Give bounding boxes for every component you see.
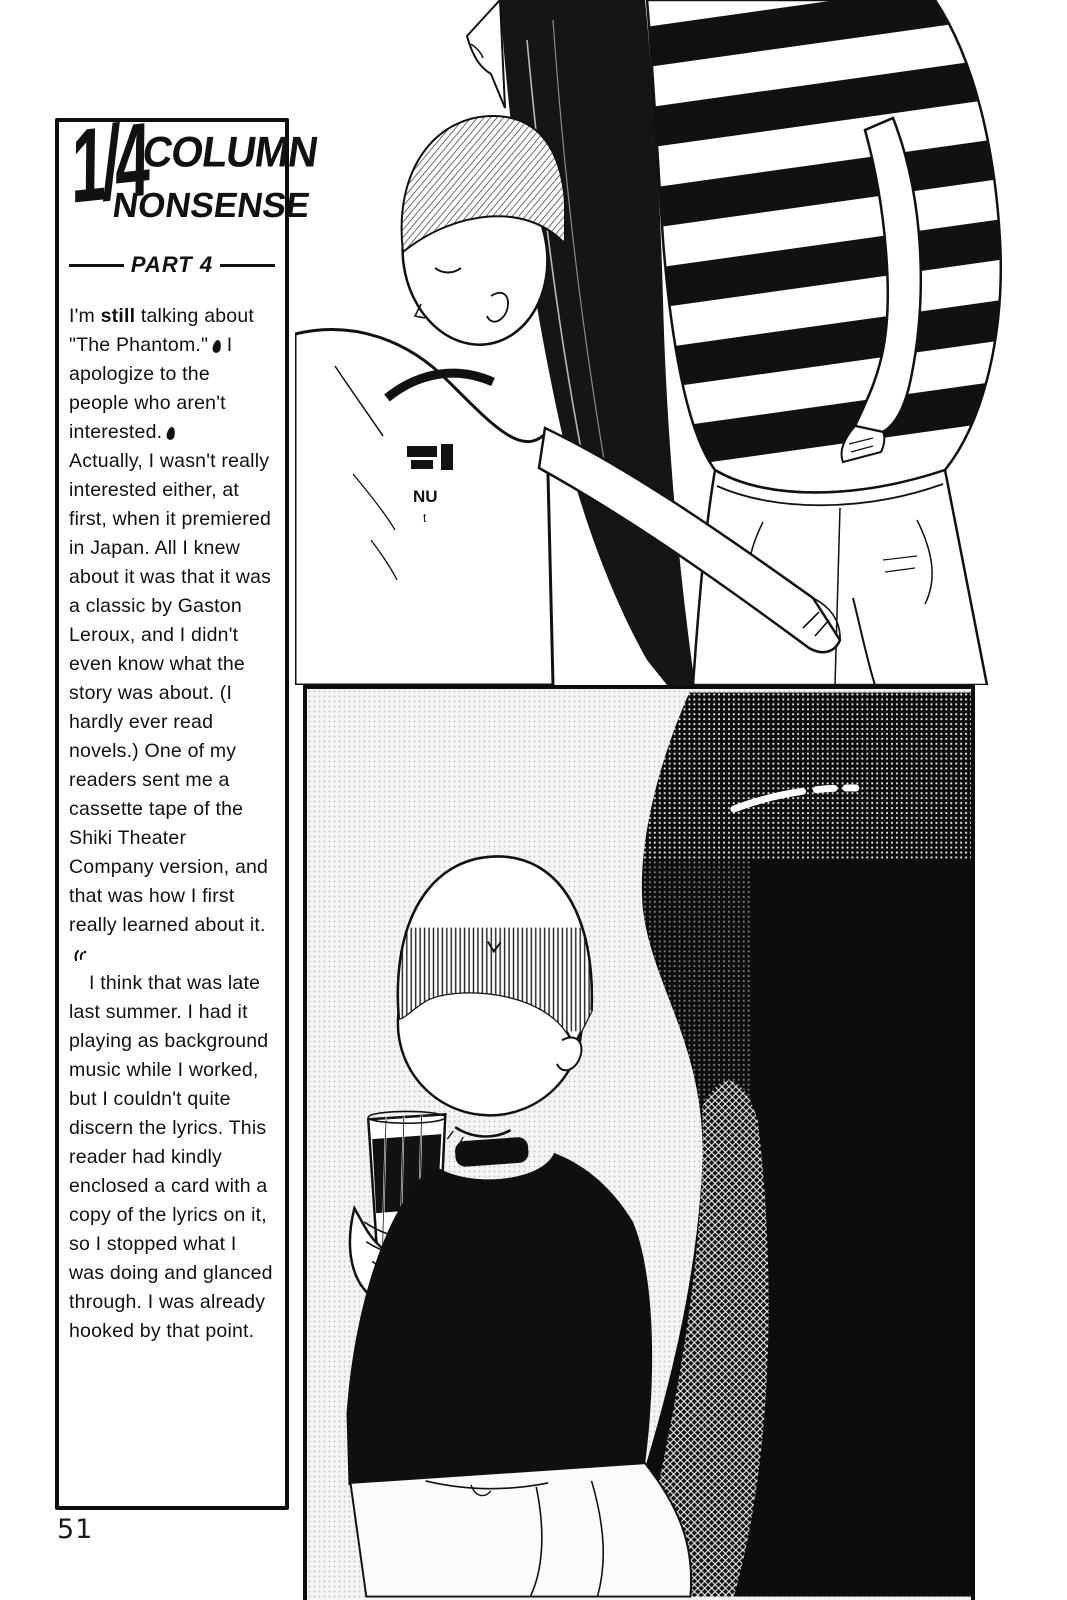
author-column-box	[55, 102, 321, 1510]
column-title	[64, 102, 321, 302]
para1-sentence3: Actually, I wasn't really interested either, at first, when it premiered in Japan. All I knew about it was that it was a classic by Gaston Leroux, and I didn't even know what the story was about. (I hardly ever read novels.) One of my readers sent me a cassette tape of the Shiki Theater Company version, and that was how I first really learned about it.	[69, 450, 272, 936]
shirt-print-glyphs	[407, 444, 453, 470]
sweat-flick-icon	[73, 948, 87, 962]
column-paragraph-1	[69, 302, 275, 969]
boy-shirt	[295, 330, 553, 685]
shirt-print-text: NU	[413, 487, 438, 506]
sweat-drop-icon	[212, 339, 223, 354]
hair-halftone-top	[633, 692, 971, 860]
woman-profile	[467, 0, 505, 108]
panel-drinking-artwork	[303, 685, 975, 1600]
drinking-illustration	[307, 689, 971, 1600]
para1-lead: I'm	[69, 305, 101, 327]
sweat-drop-icon	[166, 426, 177, 441]
para1-after-bold: talking about "The Phantom."	[69, 305, 255, 356]
column-title-fraction: 1/4	[64, 102, 153, 226]
para1-sentence2: I apologize to the people who aren't interested.	[69, 334, 233, 443]
column-title-word-column: COLUMN	[139, 127, 321, 177]
column-paragraph-2: I think that was late last summer. I had it playing as background music while I worked, but I couldn't quite discern the lyrics. This reader had kindly enclosed a card with a copy of the lyrics on it, so I stopped what I was doing and glanced through. I was already hooked by that point.	[69, 972, 273, 1342]
shirt-print-text-2: t	[423, 511, 427, 525]
column-title-part-row	[69, 252, 275, 278]
column-title-part: PART 4	[130, 252, 214, 277]
page-number: 51	[57, 1514, 94, 1545]
panel-embrace-artwork	[295, 0, 1067, 685]
shirt-collar	[454, 1137, 529, 1168]
boy-pants	[350, 1463, 691, 1596]
column-title-word-nonsense: NONSENSE	[110, 186, 313, 225]
embrace-illustration	[295, 0, 1067, 685]
rule-right	[220, 264, 275, 267]
closed-eye	[455, 1127, 510, 1136]
rule-left	[69, 264, 124, 267]
column-text	[69, 302, 275, 1346]
para1-bold-still: still	[100, 305, 136, 327]
